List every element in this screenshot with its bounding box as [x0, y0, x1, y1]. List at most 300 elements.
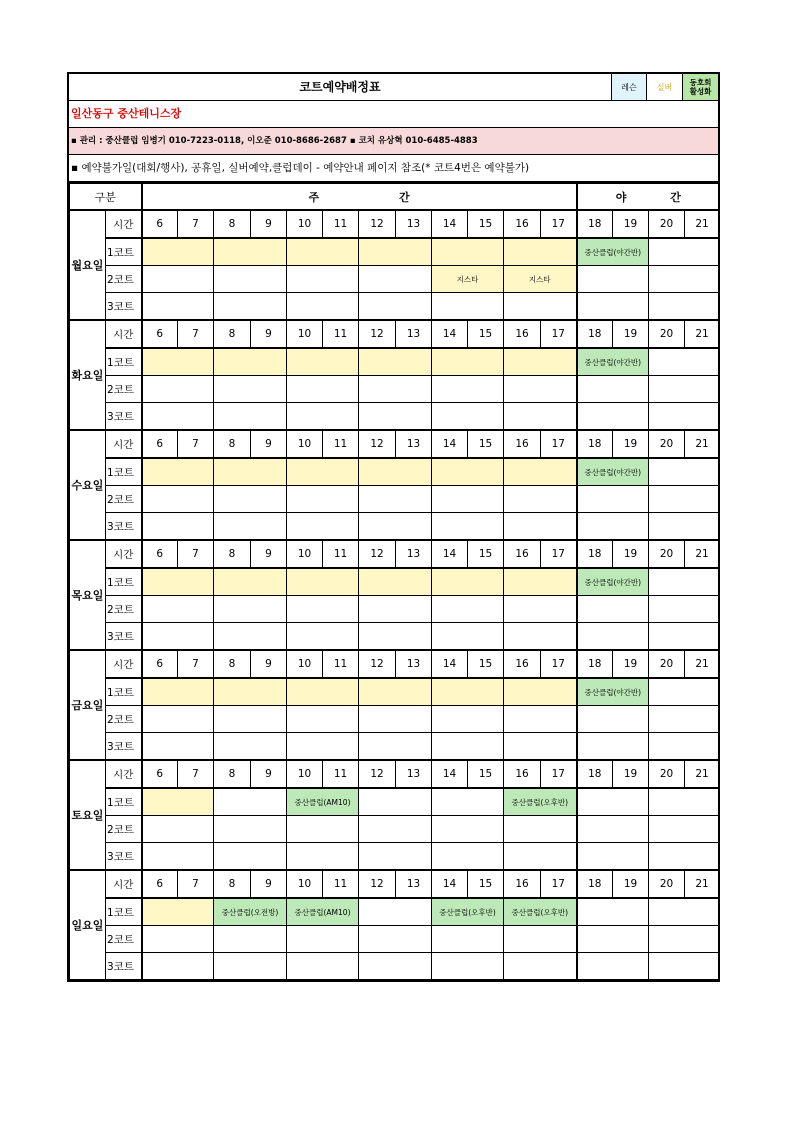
slot-cell[interactable]: [359, 623, 432, 651]
slot-cell[interactable]: [432, 816, 504, 843]
slot-cell[interactable]: [214, 403, 287, 431]
hour-cell: 17: [541, 320, 577, 348]
slot-cell[interactable]: [214, 458, 287, 486]
slot-cell[interactable]: [649, 926, 720, 953]
slot-cell[interactable]: [432, 238, 504, 266]
hour-cell: 21: [685, 870, 720, 898]
slot-cell[interactable]: [359, 348, 432, 376]
slot-cell[interactable]: [504, 238, 577, 266]
court-row: [70, 376, 720, 403]
hour-cell: 20: [649, 540, 685, 568]
slot-cell[interactable]: [142, 926, 214, 953]
slot-cell[interactable]: [432, 706, 504, 733]
hour-cell: 9: [251, 870, 287, 898]
slot-cell[interactable]: [504, 293, 577, 321]
slot-cell[interactable]: [649, 706, 720, 733]
header-gubun: 구분: [70, 184, 142, 211]
court-label: 2코트: [106, 926, 142, 953]
slot-cell[interactable]: [649, 513, 720, 541]
hour-cell: 18: [577, 650, 613, 678]
slot-cell[interactable]: [287, 293, 359, 321]
slot-cell[interactable]: [432, 678, 504, 706]
slot-cell[interactable]: [359, 706, 432, 733]
hour-cell: 13: [396, 760, 432, 788]
slot-cell[interactable]: [359, 898, 432, 926]
slot-cell[interactable]: [359, 953, 432, 980]
slot-cell[interactable]: [359, 843, 432, 871]
slot-cell[interactable]: [649, 486, 720, 513]
hour-cell: 19: [613, 320, 649, 348]
management-contacts: ▪ 관리 : 중산클럽 임병기 010-7223-0118, 이오준 010-8686-2687 ▪ 코치 유상혁 010-6485-4883: [69, 128, 718, 155]
slot-cell[interactable]: [432, 458, 504, 486]
hour-cell: 12: [359, 430, 396, 458]
hour-cell: 10: [287, 870, 323, 898]
hour-cell: 16: [504, 540, 541, 568]
slot-cell[interactable]: [287, 678, 359, 706]
header-daytime: [142, 184, 577, 211]
slot-cell[interactable]: [649, 568, 720, 596]
slot-cell[interactable]: [504, 513, 577, 541]
slot-cell[interactable]: [142, 376, 214, 403]
slot-cell[interactable]: [504, 678, 577, 706]
slot-cell[interactable]: [504, 843, 577, 871]
court-label: 1코트: [106, 568, 142, 596]
slot-cell[interactable]: [214, 293, 287, 321]
court-row: [70, 733, 720, 761]
hour-cell: 18: [577, 210, 613, 238]
hour-cell: 17: [541, 760, 577, 788]
slot-cell[interactable]: [142, 953, 214, 980]
slot-cell[interactable]: [142, 623, 214, 651]
slot-cell[interactable]: [142, 238, 214, 266]
slot-cell[interactable]: [214, 568, 287, 596]
hour-cell: 19: [613, 210, 649, 238]
slot-cell[interactable]: [577, 266, 649, 293]
slot-cell[interactable]: [359, 513, 432, 541]
court-label: 3코트: [106, 623, 142, 651]
hour-cell: 13: [396, 210, 432, 238]
hour-cell: 15: [468, 650, 504, 678]
slot-cell[interactable]: [359, 266, 432, 293]
slot-cell[interactable]: [649, 266, 720, 293]
slot-cell[interactable]: [504, 816, 577, 843]
slot-cell[interactable]: 중산클럽(AM10): [287, 898, 359, 926]
slot-cell[interactable]: [287, 706, 359, 733]
slot-cell[interactable]: 중산클럽(오후반): [504, 788, 577, 816]
header-night: [577, 184, 720, 211]
hour-cell: 10: [287, 760, 323, 788]
hour-cell: 20: [649, 650, 685, 678]
slot-cell[interactable]: [577, 788, 649, 816]
slot-cell[interactable]: [287, 926, 359, 953]
hour-cell: 16: [504, 430, 541, 458]
slot-cell[interactable]: [649, 678, 720, 706]
slot-cell[interactable]: [142, 596, 214, 623]
hour-cell: 16: [504, 760, 541, 788]
slot-cell[interactable]: [287, 816, 359, 843]
court-label: 2코트: [106, 266, 142, 293]
slot-cell[interactable]: [577, 376, 649, 403]
slot-cell[interactable]: [142, 816, 214, 843]
hour-cell: 14: [432, 650, 468, 678]
court-row: [70, 843, 720, 871]
hour-cell: 20: [649, 870, 685, 898]
slot-cell[interactable]: [287, 266, 359, 293]
court-label: 1코트: [106, 678, 142, 706]
slot-cell[interactable]: [142, 568, 214, 596]
slot-cell[interactable]: [214, 733, 287, 761]
slot-cell[interactable]: [504, 596, 577, 623]
slot-cell[interactable]: [142, 486, 214, 513]
slot-cell[interactable]: [504, 568, 577, 596]
hour-cell: 9: [251, 210, 287, 238]
slot-cell[interactable]: [504, 926, 577, 953]
slot-cell[interactable]: [649, 816, 720, 843]
hour-cell: 13: [396, 320, 432, 348]
slot-cell[interactable]: [142, 348, 214, 376]
slot-cell[interactable]: [504, 953, 577, 980]
hour-cell: 10: [287, 430, 323, 458]
slot-cell[interactable]: [432, 596, 504, 623]
slot-cell[interactable]: [577, 293, 649, 321]
hour-cell: 9: [251, 760, 287, 788]
hour-cell: 7: [178, 430, 214, 458]
legend-lesson: 레슨: [611, 74, 646, 100]
slot-cell[interactable]: [287, 376, 359, 403]
hour-cell: 17: [541, 870, 577, 898]
slot-cell[interactable]: 중산클럽(야간반): [577, 568, 649, 596]
court-row: [70, 513, 720, 541]
hour-cell: 13: [396, 870, 432, 898]
hour-cell: 7: [178, 650, 214, 678]
slot-cell[interactable]: [504, 623, 577, 651]
slot-cell[interactable]: 중산클럽(야간반): [577, 458, 649, 486]
slot-cell[interactable]: [432, 376, 504, 403]
slot-cell[interactable]: [649, 458, 720, 486]
hour-cell: 8: [214, 650, 251, 678]
slot-cell[interactable]: [504, 733, 577, 761]
slot-cell[interactable]: [287, 953, 359, 980]
time-label: 시간: [106, 870, 142, 898]
slot-cell[interactable]: [432, 788, 504, 816]
club-name: 일산동구 중산테니스장: [69, 101, 718, 128]
slot-cell[interactable]: [359, 568, 432, 596]
slot-cell[interactable]: [214, 266, 287, 293]
hour-cell: 19: [613, 650, 649, 678]
slot-cell[interactable]: [142, 678, 214, 706]
hour-cell: 8: [214, 430, 251, 458]
hour-cell: 18: [577, 320, 613, 348]
slot-cell[interactable]: [649, 953, 720, 980]
slot-cell[interactable]: 중산클럽(오후반): [504, 898, 577, 926]
hour-cell: 21: [685, 540, 720, 568]
hour-cell: 16: [504, 320, 541, 348]
slot-cell[interactable]: [649, 843, 720, 871]
schedule-table: [69, 183, 720, 980]
time-row: [70, 540, 720, 568]
slot-cell[interactable]: [649, 376, 720, 403]
slot-cell[interactable]: [287, 238, 359, 266]
slot-cell[interactable]: [142, 513, 214, 541]
day-label: 화요일: [70, 320, 106, 430]
court-label: 1코트: [106, 238, 142, 266]
slot-cell[interactable]: [577, 926, 649, 953]
slot-cell[interactable]: [142, 898, 214, 926]
hour-cell: 8: [214, 870, 251, 898]
slot-cell[interactable]: [432, 843, 504, 871]
slot-cell[interactable]: [432, 486, 504, 513]
schedule-sheet: [67, 72, 720, 982]
slot-cell[interactable]: [359, 788, 432, 816]
hour-cell: 19: [613, 430, 649, 458]
slot-cell[interactable]: [649, 898, 720, 926]
slot-cell[interactable]: [359, 238, 432, 266]
slot-cell[interactable]: [649, 403, 720, 431]
slot-cell[interactable]: [214, 623, 287, 651]
hour-cell: 17: [541, 430, 577, 458]
slot-cell[interactable]: [359, 293, 432, 321]
slot-cell[interactable]: [577, 403, 649, 431]
hour-cell: 13: [396, 430, 432, 458]
slot-cell[interactable]: 지스타: [504, 266, 577, 293]
slot-cell[interactable]: [504, 376, 577, 403]
slot-cell[interactable]: [577, 953, 649, 980]
slot-cell[interactable]: [287, 513, 359, 541]
court-label: 3코트: [106, 293, 142, 321]
hour-cell: 15: [468, 870, 504, 898]
slot-cell[interactable]: [577, 513, 649, 541]
slot-cell[interactable]: 중산클럽(AM10): [287, 788, 359, 816]
hour-cell: 12: [359, 210, 396, 238]
hour-cell: 10: [287, 210, 323, 238]
slot-cell[interactable]: [577, 733, 649, 761]
hour-cell: 12: [359, 320, 396, 348]
court-label: 2코트: [106, 486, 142, 513]
slot-cell[interactable]: [359, 926, 432, 953]
court-label: 1코트: [106, 348, 142, 376]
time-label: 시간: [106, 650, 142, 678]
hour-cell: 12: [359, 650, 396, 678]
slot-cell[interactable]: 중산클럽(야간반): [577, 678, 649, 706]
slot-cell[interactable]: [649, 596, 720, 623]
slot-cell[interactable]: [359, 678, 432, 706]
court-row: [70, 293, 720, 321]
slot-cell[interactable]: [142, 733, 214, 761]
slot-cell[interactable]: [432, 513, 504, 541]
slot-cell[interactable]: [649, 733, 720, 761]
slot-cell[interactable]: [432, 348, 504, 376]
court-row: [70, 898, 720, 926]
court-label: 1코트: [106, 458, 142, 486]
slot-cell[interactable]: [359, 733, 432, 761]
slot-cell[interactable]: [142, 843, 214, 871]
slot-cell[interactable]: [214, 953, 287, 980]
slot-cell[interactable]: [577, 816, 649, 843]
court-label: 3코트: [106, 953, 142, 980]
court-label: 3코트: [106, 513, 142, 541]
slot-cell[interactable]: [287, 403, 359, 431]
slot-cell[interactable]: 중산클럽(야간반): [577, 238, 649, 266]
slot-cell[interactable]: [432, 293, 504, 321]
slot-cell[interactable]: [287, 733, 359, 761]
slot-cell[interactable]: [142, 788, 214, 816]
hour-cell: 9: [251, 540, 287, 568]
slot-cell[interactable]: [432, 623, 504, 651]
slot-cell[interactable]: [577, 596, 649, 623]
slot-cell[interactable]: [287, 568, 359, 596]
hour-cell: 8: [214, 760, 251, 788]
slot-cell[interactable]: [649, 348, 720, 376]
court-label: 2코트: [106, 706, 142, 733]
slot-cell[interactable]: [432, 926, 504, 953]
hour-cell: 11: [323, 540, 359, 568]
hour-cell: 19: [613, 760, 649, 788]
slot-cell[interactable]: [214, 816, 287, 843]
hour-cell: 9: [251, 320, 287, 348]
hour-cell: 8: [214, 540, 251, 568]
slot-cell[interactable]: [214, 238, 287, 266]
court-row: [70, 706, 720, 733]
slot-cell[interactable]: [142, 266, 214, 293]
slot-cell[interactable]: [432, 403, 504, 431]
court-row: [70, 816, 720, 843]
time-row: [70, 210, 720, 238]
slot-cell[interactable]: 중산클럽(야간반): [577, 348, 649, 376]
hour-cell: 6: [142, 540, 178, 568]
slot-cell[interactable]: [214, 513, 287, 541]
court-label: 1코트: [106, 788, 142, 816]
slot-cell[interactable]: [577, 898, 649, 926]
slot-cell[interactable]: [577, 623, 649, 651]
slot-cell[interactable]: [504, 348, 577, 376]
time-row: [70, 760, 720, 788]
hour-cell: 17: [541, 650, 577, 678]
time-label: 시간: [106, 430, 142, 458]
day-label: 목요일: [70, 540, 106, 650]
slot-cell[interactable]: [432, 568, 504, 596]
slot-cell[interactable]: [359, 816, 432, 843]
slot-cell[interactable]: [214, 678, 287, 706]
slot-cell[interactable]: [287, 596, 359, 623]
hour-cell: 15: [468, 540, 504, 568]
legend-club: [682, 74, 718, 100]
slot-cell[interactable]: 중산클럽(오전방): [214, 898, 287, 926]
slot-cell[interactable]: [214, 788, 287, 816]
slot-cell[interactable]: [359, 376, 432, 403]
slot-cell[interactable]: [359, 458, 432, 486]
court-row: [70, 568, 720, 596]
hour-cell: 19: [613, 870, 649, 898]
slot-cell[interactable]: [287, 623, 359, 651]
time-row: [70, 430, 720, 458]
slot-cell[interactable]: [287, 458, 359, 486]
hour-cell: 15: [468, 430, 504, 458]
court-row: [70, 926, 720, 953]
slot-cell[interactable]: [577, 706, 649, 733]
court-label: 2코트: [106, 596, 142, 623]
court-label: 1코트: [106, 898, 142, 926]
slot-cell[interactable]: 지스타: [432, 266, 504, 293]
hour-cell: 14: [432, 760, 468, 788]
time-row: [70, 870, 720, 898]
court-label: 2코트: [106, 376, 142, 403]
slot-cell[interactable]: [432, 733, 504, 761]
slot-cell[interactable]: [214, 486, 287, 513]
hour-cell: 13: [396, 650, 432, 678]
slot-cell[interactable]: [649, 238, 720, 266]
slot-cell[interactable]: [504, 486, 577, 513]
hour-cell: 9: [251, 650, 287, 678]
hour-cell: 10: [287, 320, 323, 348]
slot-cell[interactable]: [214, 926, 287, 953]
slot-cell[interactable]: [214, 706, 287, 733]
slot-cell[interactable]: [214, 843, 287, 871]
slot-cell[interactable]: [649, 623, 720, 651]
slot-cell[interactable]: [142, 706, 214, 733]
slot-cell[interactable]: [214, 596, 287, 623]
slot-cell[interactable]: [214, 376, 287, 403]
hour-cell: 17: [541, 540, 577, 568]
hour-cell: 12: [359, 870, 396, 898]
slot-cell[interactable]: [214, 348, 287, 376]
slot-cell[interactable]: [577, 486, 649, 513]
court-label: 3코트: [106, 403, 142, 431]
slot-cell[interactable]: [504, 706, 577, 733]
court-row: [70, 486, 720, 513]
court-row: [70, 403, 720, 431]
slot-cell[interactable]: [649, 788, 720, 816]
day-label: 수요일: [70, 430, 106, 540]
slot-cell[interactable]: [287, 348, 359, 376]
hour-cell: 7: [178, 320, 214, 348]
hour-cell: 18: [577, 540, 613, 568]
slot-cell[interactable]: [504, 403, 577, 431]
hour-cell: 15: [468, 320, 504, 348]
slot-cell[interactable]: [287, 486, 359, 513]
slot-cell[interactable]: [577, 843, 649, 871]
slot-cell[interactable]: [359, 403, 432, 431]
slot-cell[interactable]: [504, 458, 577, 486]
day-label: 토요일: [70, 760, 106, 870]
slot-cell[interactable]: 중산클럽(오후반): [432, 898, 504, 926]
slot-cell[interactable]: [142, 403, 214, 431]
slot-cell[interactable]: [287, 843, 359, 871]
hour-cell: 16: [504, 210, 541, 238]
court-row: [70, 348, 720, 376]
slot-cell[interactable]: [432, 953, 504, 980]
hour-cell: 7: [178, 210, 214, 238]
hour-cell: 8: [214, 210, 251, 238]
slot-cell[interactable]: [359, 596, 432, 623]
header-night-label: 야 간: [615, 190, 701, 204]
court-label: 2코트: [106, 816, 142, 843]
court-row: [70, 623, 720, 651]
time-label: 시간: [106, 210, 142, 238]
time-row: [70, 320, 720, 348]
court-row: [70, 678, 720, 706]
hour-cell: 14: [432, 430, 468, 458]
court-row: [70, 458, 720, 486]
hour-cell: 21: [685, 760, 720, 788]
title-row: [69, 74, 718, 101]
slot-cell[interactable]: [359, 486, 432, 513]
slot-cell[interactable]: [142, 293, 214, 321]
hour-cell: 10: [287, 540, 323, 568]
header-daytime-label: 주 간: [308, 190, 448, 204]
slot-cell[interactable]: [649, 293, 720, 321]
court-row: [70, 953, 720, 980]
slot-cell[interactable]: [142, 458, 214, 486]
